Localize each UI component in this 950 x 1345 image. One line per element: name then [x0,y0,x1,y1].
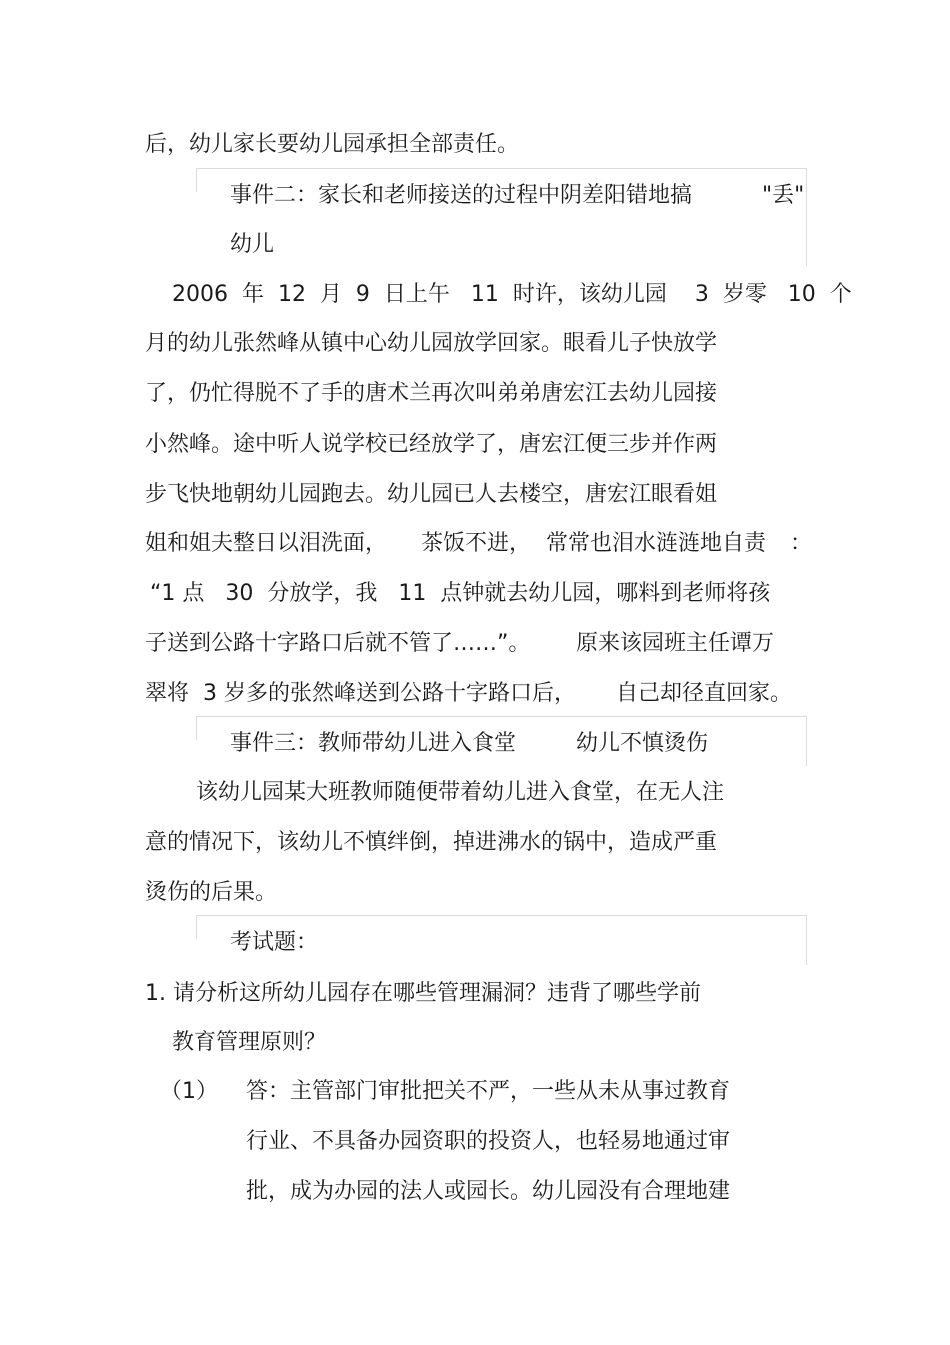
paragraph-line: 后，幼儿家长要幼儿园承担全部责任。 [145,132,520,157]
question-line: 1. 请分析这所幼儿园存在哪些管理漏洞？违背了哪些学前 [145,981,701,1006]
answer-line: 批，成为办园的法人或园长。幼儿园没有合理地建 [246,1179,731,1204]
paragraph-line: 月的幼儿张然峰从镇中心幼儿园放学回家。眼看儿子快放学 [145,331,718,356]
event-two-quote: "丢" [762,183,805,208]
paragraph-line: 意的情况下，该幼儿不慎绊倒，掉进沸水的锅中，造成严重 [145,830,718,855]
event-two-frame-left [196,168,197,192]
paragraph-line: 茶饭不进， [421,531,532,556]
paragraph-line: 该幼儿园某大班教师随便带着幼儿进入食堂，在无人注 [196,780,725,805]
paragraph-line: 子送到公路十字路口后就不管了……”。 [145,631,531,656]
paragraph-line: ： [790,531,813,556]
answer-number: （1） [160,1079,218,1104]
paragraph-line: 常常也泪水涟涟地自责 [546,531,767,556]
paragraph-line: 原来该园班主任谭万 [576,631,775,656]
answer-line: 答：主管部门审批把关不严，一些从未从事过教育 [246,1079,731,1104]
question-line: 教育管理原则？ [172,1030,327,1055]
event-two-heading: 事件二：家长和老师接送的过程中阴差阳错地搞 [230,183,693,208]
event-three-frame-left [196,716,197,740]
event-two-heading-cont: 幼儿 [230,232,275,257]
event-three-heading-cont: 幼儿不慎烫伤 [576,731,709,756]
paragraph-line: 烫伤的后果。 [145,880,278,905]
paragraph-line: 了，仍忙得脱不了手的唐术兰再次叫弟弟唐宏江去幼儿园接 [145,381,718,406]
paragraph-line: 2006 年 12 月 9 日上午 11 时许，该幼儿园 3 岁零 10 个 [172,282,852,307]
event-three-heading: 事件三：教师带幼儿进入食堂 [230,731,517,756]
paragraph-line: 翠将 3 岁多的张然峰送到公路十字路口后， [145,681,576,706]
paragraph-line: 自己却径直回家。 [616,681,793,706]
answer-line: 行业、不具备办园资职的投资人，也轻易地通过审 [246,1129,731,1154]
exam-frame-left [196,915,197,939]
exam-heading: 考试题： [230,930,319,955]
paragraph-line: 小然峰。途中听人说学校已经放学了，唐宏江便三步并作两 [145,432,718,457]
paragraph-line: “1 点 30 分放学，我 11 点钟就去幼儿园，哪料到老师将孩 [150,581,771,606]
paragraph-line: 步飞快地朝幼儿园跑去。幼儿园已人去楼空，唐宏江眼看姐 [145,482,718,507]
paragraph-line: 姐和姐夫整日以泪洗面， [145,531,388,556]
